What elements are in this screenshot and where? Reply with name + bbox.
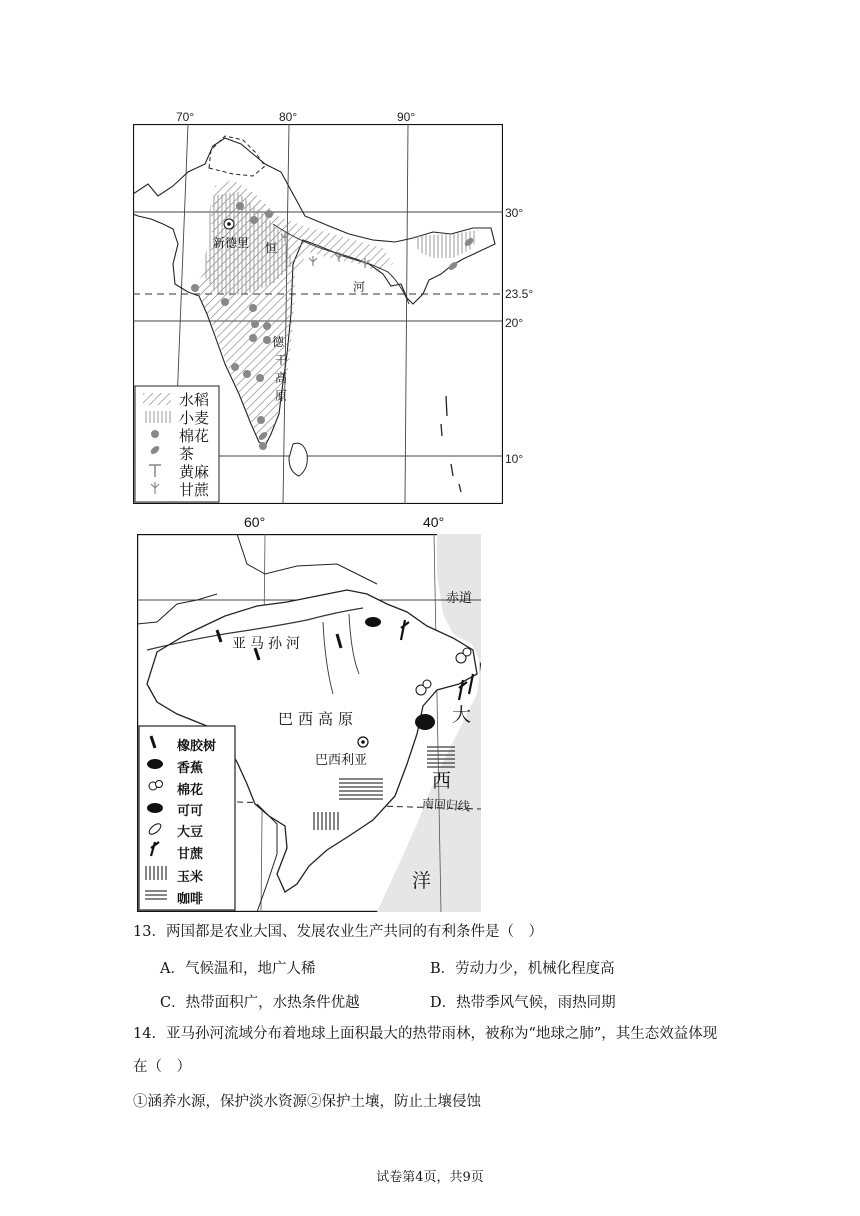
legend-coffee: 咖啡: [177, 891, 204, 906]
legend-rice-swatch: [143, 393, 171, 405]
legend-cotton: 棉花: [179, 428, 210, 445]
q14-stem-line2: 在（ ）: [133, 1059, 191, 1075]
legend-cocoa-swatch: [147, 803, 163, 813]
legend-rice: 水稻: [179, 392, 210, 409]
tropic-label: 南回归线: [421, 796, 471, 814]
lon-label-90: 90°: [397, 110, 416, 124]
lon-label-40: 40°: [423, 514, 445, 530]
deccan-label-2: 干: [275, 353, 288, 367]
legend-banana: 香蕉: [177, 760, 204, 775]
equator-label: 赤道: [446, 590, 473, 605]
legend-banana-swatch: [147, 759, 163, 769]
lat-label-23-5: 23.5°: [505, 287, 534, 301]
legend-sugarcane: 甘蔗: [179, 482, 210, 499]
deccan-label-3: 高: [275, 371, 288, 385]
legend-tea: 茶: [179, 446, 195, 463]
amazon-river-label: 亚马孙河: [232, 635, 304, 651]
legend-cocoa: 可可: [177, 803, 204, 818]
lon-label-80: 80°: [279, 110, 298, 124]
legend-coffee-swatch: [145, 888, 167, 902]
brazil-plateau-label: 巴西高原: [278, 711, 359, 728]
new-delhi-label: 新德里: [213, 236, 250, 250]
ocean-label-2: 西: [432, 770, 452, 792]
legend-cotton-swatch: [151, 430, 159, 438]
legend-jute: 黄麻: [179, 464, 210, 481]
lat-label-20: 20°: [505, 316, 524, 330]
deccan-label-4: 原: [275, 389, 288, 403]
lon-label-60: 60°: [244, 514, 266, 530]
legend-wheat: 小麦: [179, 410, 210, 427]
legend-corn: 玉米: [177, 869, 204, 884]
q13-option-d[interactable]: D．热带季风气候，雨热同期: [430, 995, 616, 1011]
q13-option-c[interactable]: C．热带面积广，水热条件优越: [160, 995, 360, 1011]
page-footer: 试卷第4页，共9页: [376, 1170, 484, 1185]
ganges-label-1: 恒: [265, 241, 278, 255]
ocean-label-1: 大: [452, 704, 472, 726]
brasilia-label: 巴西利亚: [315, 752, 368, 767]
q14-stem-line1: 14．亚马孙河流域分布着地球上面积最大的热带雨林，被称为“地球之肺”，其生态效益体现: [133, 1026, 718, 1042]
q13-option-b[interactable]: B．劳动力少，机械化程度高: [430, 961, 615, 977]
ocean-label-3: 洋: [412, 870, 432, 892]
legend-rubber: 橡胶树: [177, 738, 217, 753]
legend-cotton-br: 棉花: [177, 782, 204, 797]
ganges-label-2: 河: [353, 280, 366, 294]
legend-soybean: 大豆: [177, 824, 204, 839]
lon-label-70: 70°: [176, 110, 195, 124]
lat-label-30: 30°: [505, 206, 524, 220]
legend-corn-swatch: [145, 866, 167, 880]
deccan-label-1: 德: [272, 335, 285, 349]
q13-stem: 13．两国都是农业大国、发展农业生产共同的有利条件是（ ）: [133, 924, 543, 940]
q13-option-a[interactable]: A．气候温和，地广人稀: [160, 961, 316, 977]
legend-sugarcane-br: 甘蔗: [177, 846, 204, 861]
q14-choices: ①涵养水源，保护淡水资源②保护土壤，防止土壤侵蚀: [133, 1094, 481, 1110]
legend-wheat-swatch: [143, 411, 171, 423]
lat-label-10: 10°: [505, 452, 524, 466]
